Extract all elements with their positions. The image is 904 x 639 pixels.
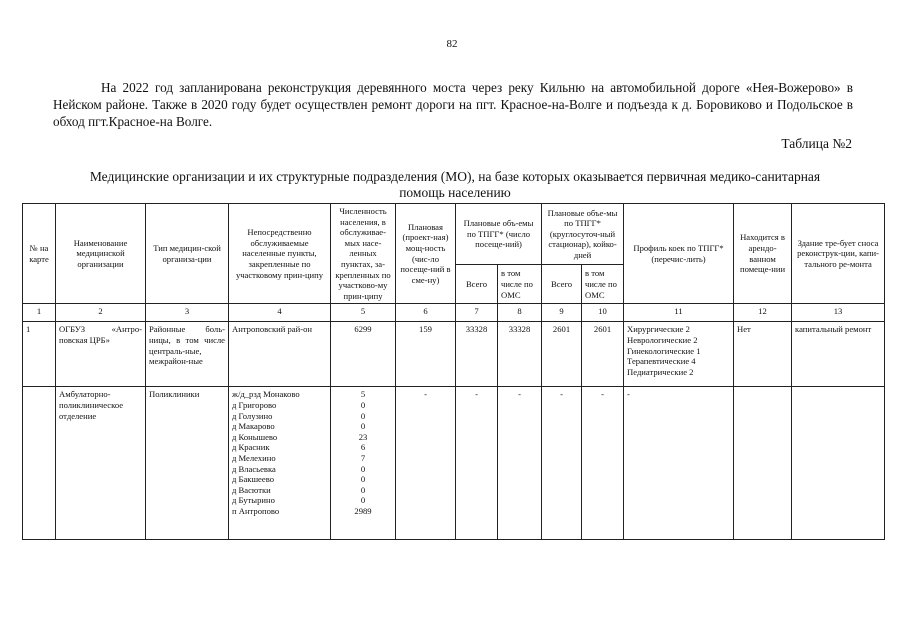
header-name: Наименование медицинской организации — [56, 204, 146, 304]
header-profile: Профиль коек по ТПГГ* (перечис-лить) — [624, 204, 734, 304]
visits-total: 33328 — [456, 322, 498, 387]
population-value: 0 — [360, 399, 366, 410]
column-number: 10 — [582, 304, 624, 322]
population-value: 2989 — [354, 505, 372, 516]
beds-total: 2601 — [542, 322, 582, 387]
table-row — [23, 322, 885, 387]
rented: Нет — [734, 322, 792, 387]
row-no: 1 — [23, 322, 56, 387]
settlement-item: д Бакшеево — [232, 474, 274, 485]
visits-total: - — [456, 387, 498, 540]
bed-profile-item: Хирургические 2 — [627, 324, 690, 335]
population-value: 0 — [360, 410, 366, 421]
header-type: Тип медицин-ской организа-ции — [146, 204, 229, 304]
settlement-item: д Макарово — [232, 421, 275, 432]
column-numbers-row — [23, 304, 885, 322]
population-value: 0 — [360, 421, 366, 432]
settlement-item: п Антропово — [232, 505, 280, 516]
column-number: 13 — [792, 304, 885, 322]
table-label: Таблица №2 — [781, 136, 852, 151]
beds-total: - — [542, 387, 582, 540]
table-row — [23, 387, 885, 540]
header-demolition: Здание тре-бует сноса реконструк-ции, капи-тального ре-монта — [792, 204, 885, 304]
header-settlements: Непосредственно обслуживаемые населенные пункты, закрепленные по участковому прин-ципу — [229, 204, 331, 304]
settlement-item: д Мелехино — [232, 452, 276, 463]
page-number: 82 — [446, 38, 458, 50]
column-number: 7 — [456, 304, 498, 322]
beds-oms: 2601 — [582, 322, 624, 387]
column-number: 6 — [396, 304, 456, 322]
table-title: Медицинские организации и их структурные подразделения (МО), на базе которых оказывается первичная медико-санитарная помощь населению — [89, 169, 821, 200]
population-value: 0 — [360, 484, 366, 495]
population-value: 7 — [360, 452, 366, 463]
medical-organizations-table — [22, 203, 885, 540]
population: 6299 — [331, 322, 396, 387]
column-number: 5 — [331, 304, 396, 322]
settlement-item: д Григорово — [232, 399, 277, 410]
header-population: Численность населения, в обслуживае-мых насе-ленных пунктах, за-крепленных по участково-му прин-ципу — [331, 204, 396, 304]
org-type: Поликлиники — [146, 387, 229, 540]
header-visits-total: Всего — [456, 265, 498, 304]
bed-profile-item: Гинекологические 1 — [627, 345, 701, 356]
column-number: 2 — [56, 304, 146, 322]
org-type: Районные боль-ницы, в том числе централь-ные, межрайон-ные — [146, 322, 229, 387]
header-tpgg-visits: Плановые объ-емы по ТПГГ* (число посеще-ний) — [456, 204, 542, 265]
beds-oms: - — [582, 387, 624, 540]
settlement: Антроповский рай-он — [229, 322, 331, 387]
column-number: 1 — [23, 304, 56, 322]
column-number: 4 — [229, 304, 331, 322]
row-no — [23, 387, 56, 540]
column-number: 8 — [498, 304, 542, 322]
settlement-item: д Красник — [232, 442, 270, 453]
header-no: № на карте — [23, 204, 56, 304]
bed-profile-item: Педиатрические 2 — [627, 366, 694, 377]
bed-profile: - — [624, 387, 734, 540]
org-name: ОГБУЗ «Антро-повская ЦРБ» — [56, 322, 146, 387]
column-number: 11 — [624, 304, 734, 322]
population-value: 0 — [360, 474, 366, 485]
settlement-item: д Васютки — [232, 484, 271, 495]
column-number: 9 — [542, 304, 582, 322]
visits-oms: 33328 — [498, 322, 542, 387]
rented — [734, 387, 792, 540]
demolition — [792, 387, 885, 540]
header-beds-total: Всего — [542, 265, 582, 304]
body-paragraph: На 2022 год запланирована реконструкция деревянного моста через реку Кильню на автомобильной дороге «Нея-Вожерово» в Нейском районе. Также в 2020 году будет осуществлен ремонт дороги на пгт. Красное-на-Волге и подъезда к д. Боровиково и Подольское в обход пгт.Красное-на Волге. — [53, 80, 853, 130]
bed-profile-item: Терапевтические 4 — [627, 356, 696, 367]
header-beds-oms: в том числе по ОМС — [582, 265, 624, 304]
header-capacity: Плановая (проект-ная) мощ-ность (чис-ло посеще-ний в сме-ну) — [396, 204, 456, 304]
demolition: капитальный ремонт — [792, 322, 885, 387]
population-value: 5 — [360, 389, 366, 400]
population-value: 0 — [360, 463, 366, 474]
population-value: 0 — [360, 495, 366, 506]
capacity: - — [396, 387, 456, 540]
column-number: 12 — [734, 304, 792, 322]
visits-oms: - — [498, 387, 542, 540]
bed-profile-list — [624, 322, 734, 387]
settlement-item: д Голузино — [232, 410, 273, 421]
population-value: 6 — [360, 442, 366, 453]
settlement-item: д Конышево — [232, 431, 278, 442]
settlement-item: д Бутырино — [232, 495, 275, 506]
population-list — [331, 387, 396, 540]
population-value: 23 — [358, 431, 368, 442]
settlement-item: д Власьевка — [232, 463, 276, 474]
header-tpgg-beds: Плановые объе-мы по ТПГГ* (круглосуточ-ный стационар), койко-дней — [542, 204, 624, 265]
header-rented: Находится в арендо-ванном помеще-нии — [734, 204, 792, 304]
settlement-list — [229, 387, 331, 540]
settlement-item: ж/д_рзд Монаково — [232, 389, 300, 400]
capacity: 159 — [396, 322, 456, 387]
column-number: 3 — [146, 304, 229, 322]
header-visits-oms: в том числе по ОМС — [498, 265, 542, 304]
org-name: Амбулаторно-поликлиническое отделение — [56, 387, 146, 540]
bed-profile-item: Неврологические 2 — [627, 334, 698, 345]
